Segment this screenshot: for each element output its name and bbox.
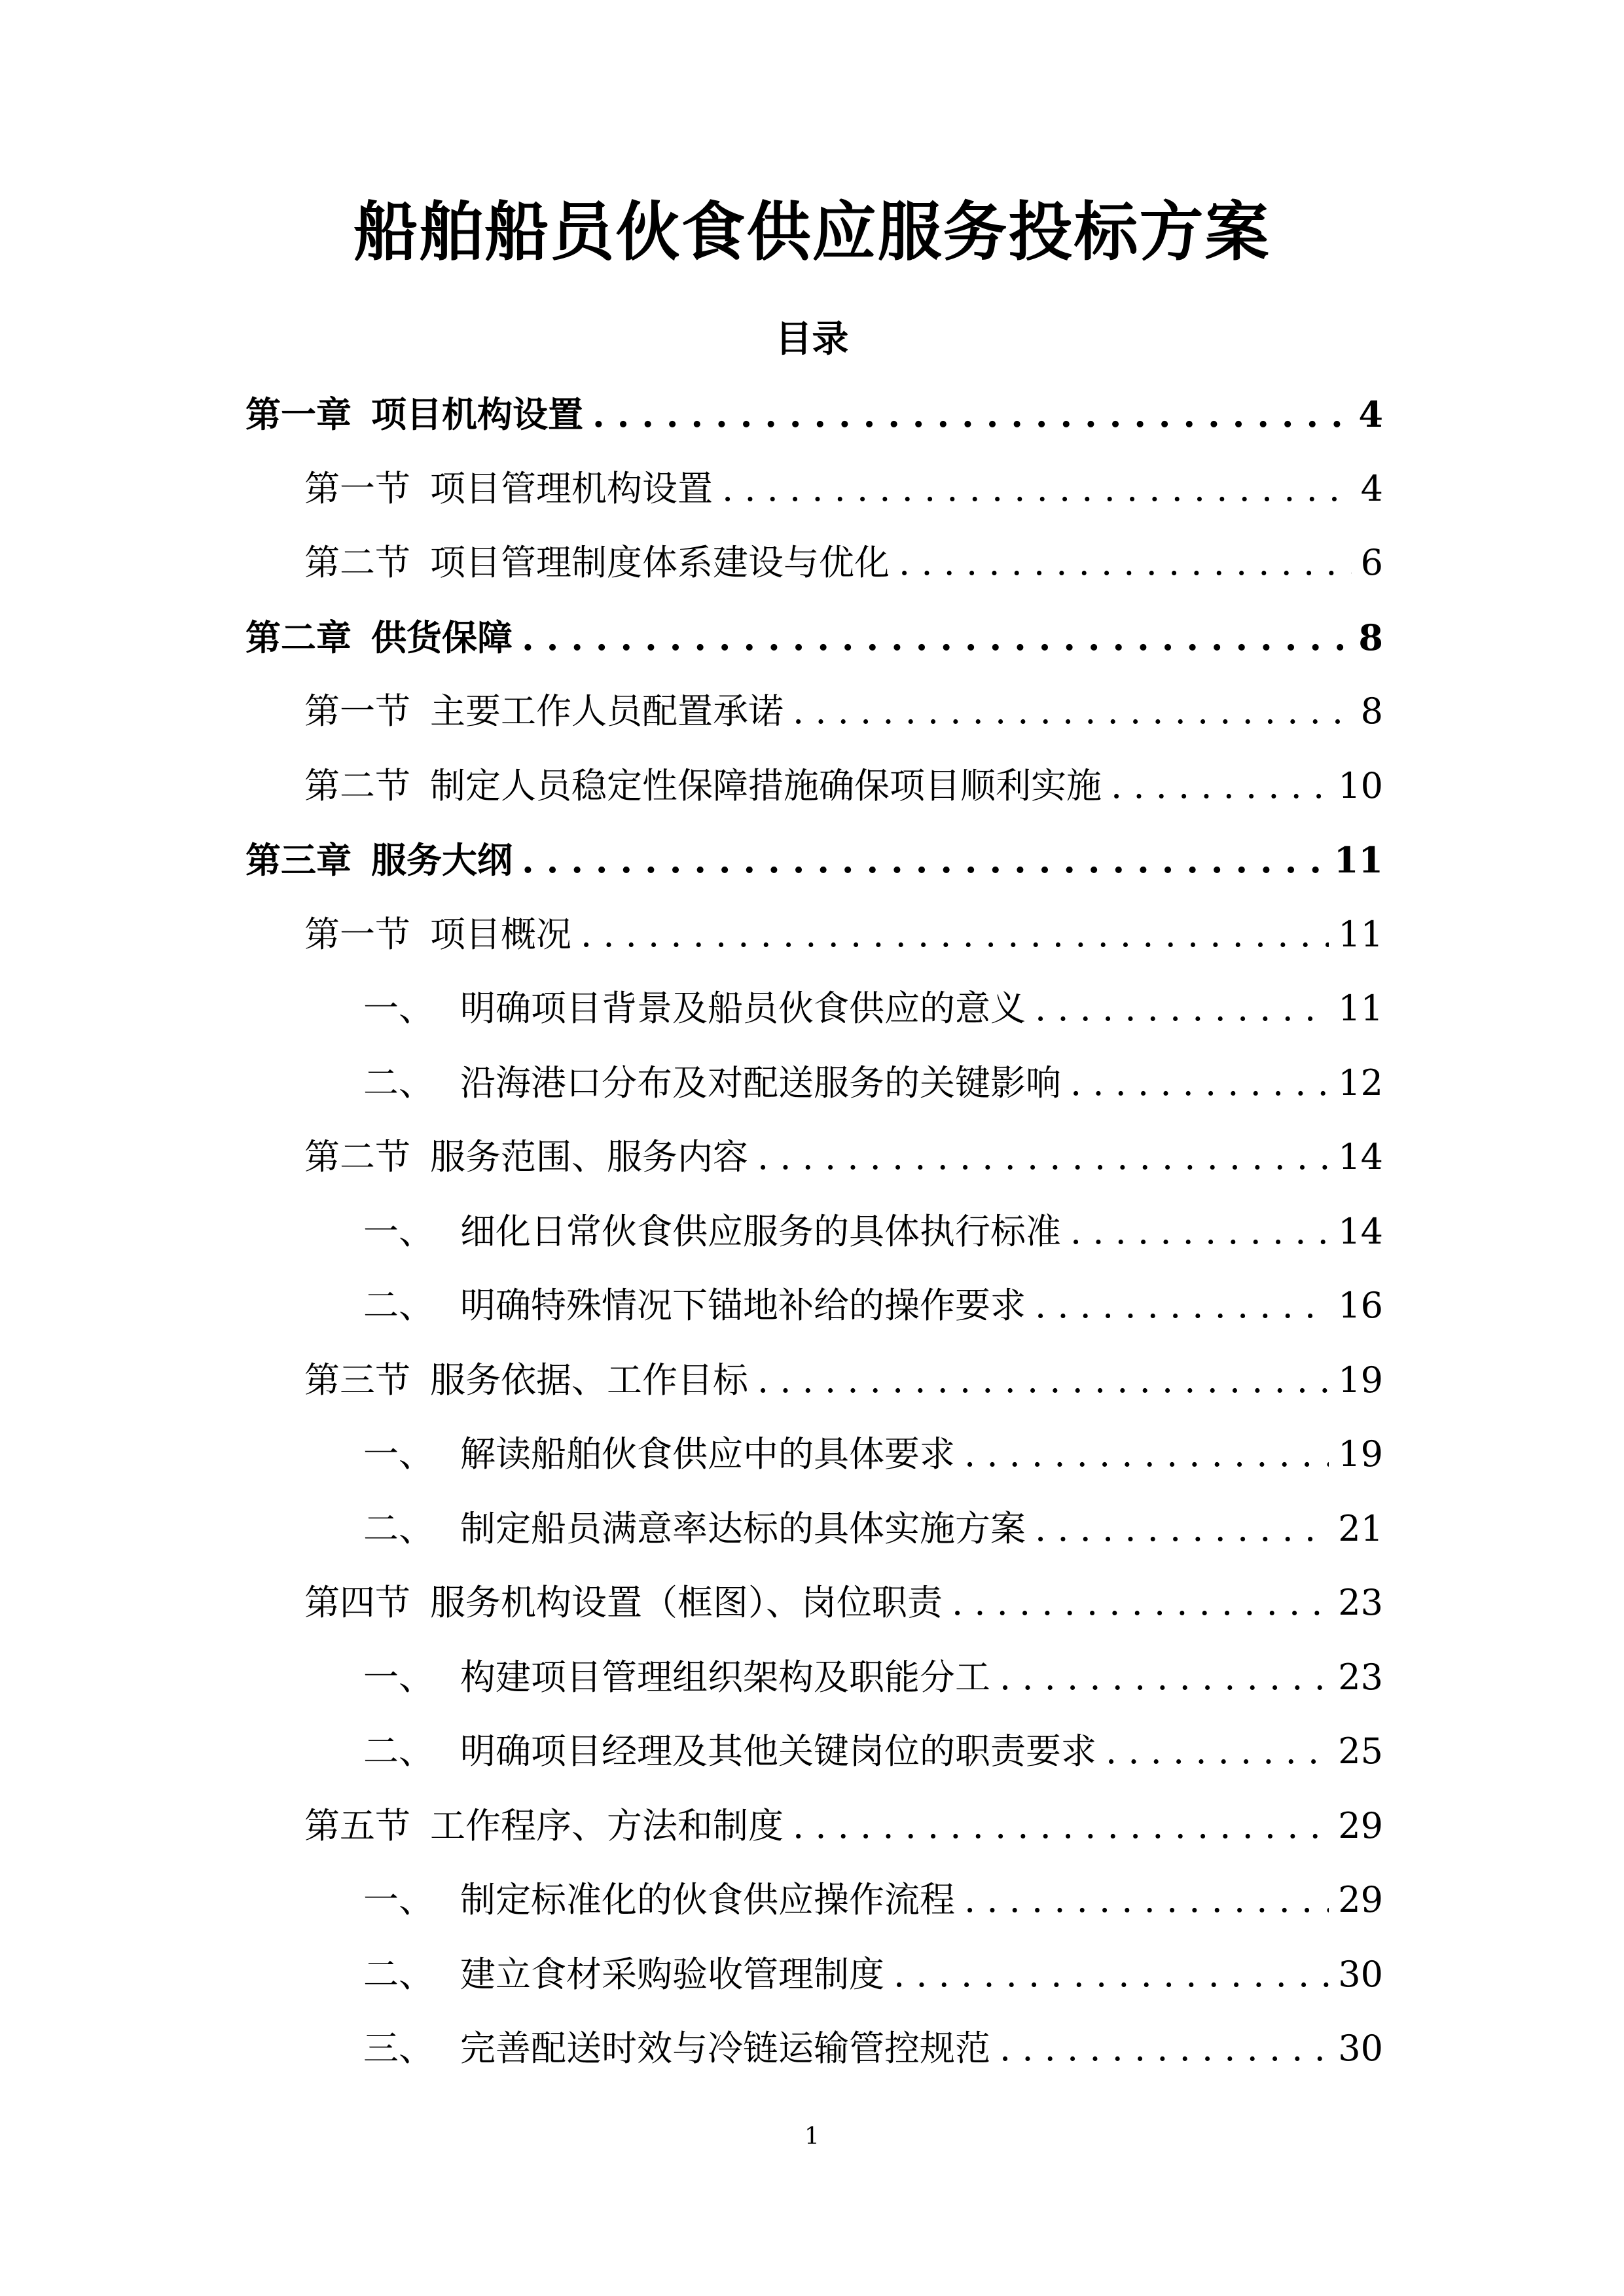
toc-entry-page-number: 8: [1358, 616, 1383, 658]
toc-entry-page-number: 14: [1338, 1136, 1383, 1177]
toc-entry-page-number: 29: [1338, 1804, 1383, 1846]
toc-dot-leader: [1035, 1276, 1329, 1335]
toc-entry-item[interactable]: [245, 1945, 1383, 2020]
toc-dot-leader: [1000, 2019, 1329, 2078]
toc-entry-number: 二、: [363, 1731, 434, 1772]
toc-entry-item[interactable]: [245, 1722, 1383, 1797]
toc-entry-title: 明确项目背景及船员伙食供应的意义: [460, 988, 1026, 1029]
toc-entry-section[interactable]: [245, 1797, 1383, 1871]
toc-entry-number: 二、: [363, 1507, 434, 1549]
toc-entry-title: 服务大纲: [371, 839, 513, 881]
toc-entry-title: 建立食材采购验收管理制度: [460, 1953, 884, 1995]
toc-entry-number: 二、: [363, 1062, 434, 1103]
toc-entry-section[interactable]: [245, 533, 1383, 608]
toc-entry-item[interactable]: [245, 1202, 1383, 1277]
toc-entry-number: 第一节: [304, 467, 410, 509]
toc-entry-number: 一、: [363, 1656, 434, 1698]
toc-dot-leader: [1111, 757, 1329, 816]
toc-entry-number: 第二节: [304, 542, 410, 583]
toc-entry-title: 完善配送时效与冷链运输管控规范: [460, 2028, 990, 2069]
toc-entry-number: 第二章: [245, 616, 352, 658]
toc-entry-number: 第五节: [304, 1804, 410, 1846]
toc-entry-page-number: 19: [1338, 1433, 1383, 1475]
toc-dot-leader: [522, 831, 1325, 889]
page-number: 1: [804, 2123, 820, 2150]
toc-dot-leader: [722, 459, 1352, 518]
toc-entry-title: 服务机构设置（框图）、岗位职责: [430, 1582, 943, 1623]
toc-entry-page-number: 11: [1338, 913, 1383, 955]
toc-dot-leader: [793, 682, 1352, 741]
toc-entry-number: 第一节: [304, 691, 410, 732]
toc-entry-number: 第三章: [245, 839, 352, 881]
toc-entry-number: 第二节: [304, 764, 410, 806]
toc-dot-leader: [581, 905, 1329, 964]
toc-entry-section[interactable]: [245, 1351, 1383, 1426]
toc-dot-leader: [592, 385, 1349, 444]
toc-entry-number: 第一章: [245, 393, 352, 435]
toc-entry-item[interactable]: [245, 2019, 1383, 2094]
toc-entry-number: 第四节: [304, 1582, 410, 1623]
toc-entry-section[interactable]: [245, 757, 1383, 831]
toc-dot-leader: [1106, 1722, 1329, 1781]
toc-entry-number: 一、: [363, 1879, 434, 1920]
toc-entry-page-number: 8: [1360, 691, 1383, 732]
toc-entry-chapter[interactable]: [245, 608, 1383, 683]
toc-dot-leader: [964, 1871, 1329, 1929]
document-title: 船舶船员伙食供应服务投标方案: [353, 194, 1271, 270]
toc-dot-leader: [757, 1128, 1329, 1187]
toc-entry-title: 解读船舶伙食供应中的具体要求: [460, 1433, 955, 1475]
toc-dot-leader: [522, 608, 1349, 667]
toc-entry-number: 一、: [363, 988, 434, 1029]
toc-entry-title: 明确项目经理及其他关键岗位的职责要求: [460, 1731, 1096, 1772]
toc-entry-item[interactable]: [245, 979, 1383, 1054]
toc-entry-title: 构建项目管理组织架构及职能分工: [460, 1656, 990, 1698]
toc-entry-page-number: 16: [1338, 1285, 1383, 1326]
toc-entry-page-number: 19: [1338, 1359, 1383, 1401]
toc-dot-leader: [793, 1797, 1329, 1856]
toc-dot-leader: [964, 1425, 1329, 1484]
toc-entry-number: 第二节: [304, 1136, 410, 1177]
toc-entry-item[interactable]: [245, 1425, 1383, 1499]
toc-entry-page-number: 6: [1360, 542, 1383, 583]
toc-entry-title: 工作程序、方法和制度: [430, 1804, 784, 1846]
toc-entry-section[interactable]: [245, 1128, 1383, 1202]
toc-entry-title: 制定标准化的伙食供应操作流程: [460, 1879, 955, 1920]
toc-entry-page-number: 4: [1358, 393, 1383, 435]
toc-entry-page-number: 4: [1360, 467, 1383, 509]
toc-entry-title: 细化日常伙食供应服务的具体执行标准: [460, 1210, 1061, 1252]
toc-dot-leader: [893, 1945, 1329, 2004]
toc-dot-leader: [1035, 1499, 1329, 1558]
toc-entry-number: 一、: [363, 1210, 434, 1252]
toc-dot-leader: [899, 533, 1352, 592]
toc-entry-title: 项目管理机构设置: [430, 467, 713, 509]
toc-entry-number: 三、: [363, 2028, 434, 2069]
toc-entry-page-number: 14: [1338, 1210, 1383, 1252]
toc-heading: 目录: [775, 317, 849, 361]
toc-entry-title: 服务范围、服务内容: [430, 1136, 748, 1177]
toc-entry-page-number: 11: [1338, 988, 1383, 1029]
toc-entry-section[interactable]: [245, 682, 1383, 757]
toc-entry-page-number: 23: [1338, 1656, 1383, 1698]
toc-entry-title: 项目管理制度体系建设与优化: [430, 542, 890, 583]
toc-entry-page-number: 10: [1338, 764, 1383, 806]
toc-entry-page-number: 29: [1338, 1879, 1383, 1920]
toc-entry-page-number: 21: [1338, 1507, 1383, 1549]
toc-entry-title: 主要工作人员配置承诺: [430, 691, 784, 732]
toc-entry-number: 第三节: [304, 1359, 410, 1401]
toc-entry-title: 项目机构设置: [371, 393, 583, 435]
toc-entry-item[interactable]: [245, 1276, 1383, 1351]
toc-entry-title: 项目概况: [430, 913, 571, 955]
toc-entry-number: 二、: [363, 1953, 434, 1995]
toc-entry-section[interactable]: [245, 459, 1383, 534]
toc-entry-title: 明确特殊情况下锚地补给的操作要求: [460, 1285, 1026, 1326]
toc-entry-chapter[interactable]: [245, 831, 1383, 905]
toc-entry-chapter[interactable]: [245, 385, 1383, 459]
toc-entry-section[interactable]: [245, 905, 1383, 980]
toc-entry-page-number: 23: [1338, 1582, 1383, 1623]
toc-entry-title: 服务依据、工作目标: [430, 1359, 748, 1401]
toc-dot-leader: [1070, 1202, 1329, 1261]
toc-entry-page-number: 30: [1338, 1953, 1383, 1995]
toc-entry-page-number: 12: [1338, 1062, 1383, 1103]
toc-dot-leader: [1070, 1054, 1329, 1113]
toc-dot-leader: [1035, 979, 1329, 1038]
toc-entry-number: 第一节: [304, 913, 410, 955]
toc-dot-leader: [757, 1351, 1329, 1410]
toc-entry-title: 制定人员稳定性保障措施确保项目顺利实施: [430, 764, 1102, 806]
toc-entry-page-number: 11: [1333, 839, 1383, 881]
toc-entry-item[interactable]: [245, 1871, 1383, 1945]
toc-dot-leader: [1000, 1648, 1329, 1707]
table-of-contents: [245, 385, 1383, 2094]
toc-dot-leader: [952, 1573, 1329, 1632]
toc-entry-item[interactable]: [245, 1054, 1383, 1128]
toc-entry-section[interactable]: [245, 1573, 1383, 1648]
toc-entry-page-number: 25: [1338, 1731, 1383, 1772]
toc-entry-title: 沿海港口分布及对配送服务的关键影响: [460, 1062, 1061, 1103]
toc-entry-item[interactable]: [245, 1648, 1383, 1723]
toc-entry-page-number: 30: [1338, 2028, 1383, 2069]
toc-entry-title: 制定船员满意率达标的具体实施方案: [460, 1507, 1026, 1549]
toc-entry-item[interactable]: [245, 1499, 1383, 1574]
toc-entry-number: 一、: [363, 1433, 434, 1475]
toc-entry-number: 二、: [363, 1285, 434, 1326]
toc-entry-title: 供货保障: [371, 616, 513, 658]
